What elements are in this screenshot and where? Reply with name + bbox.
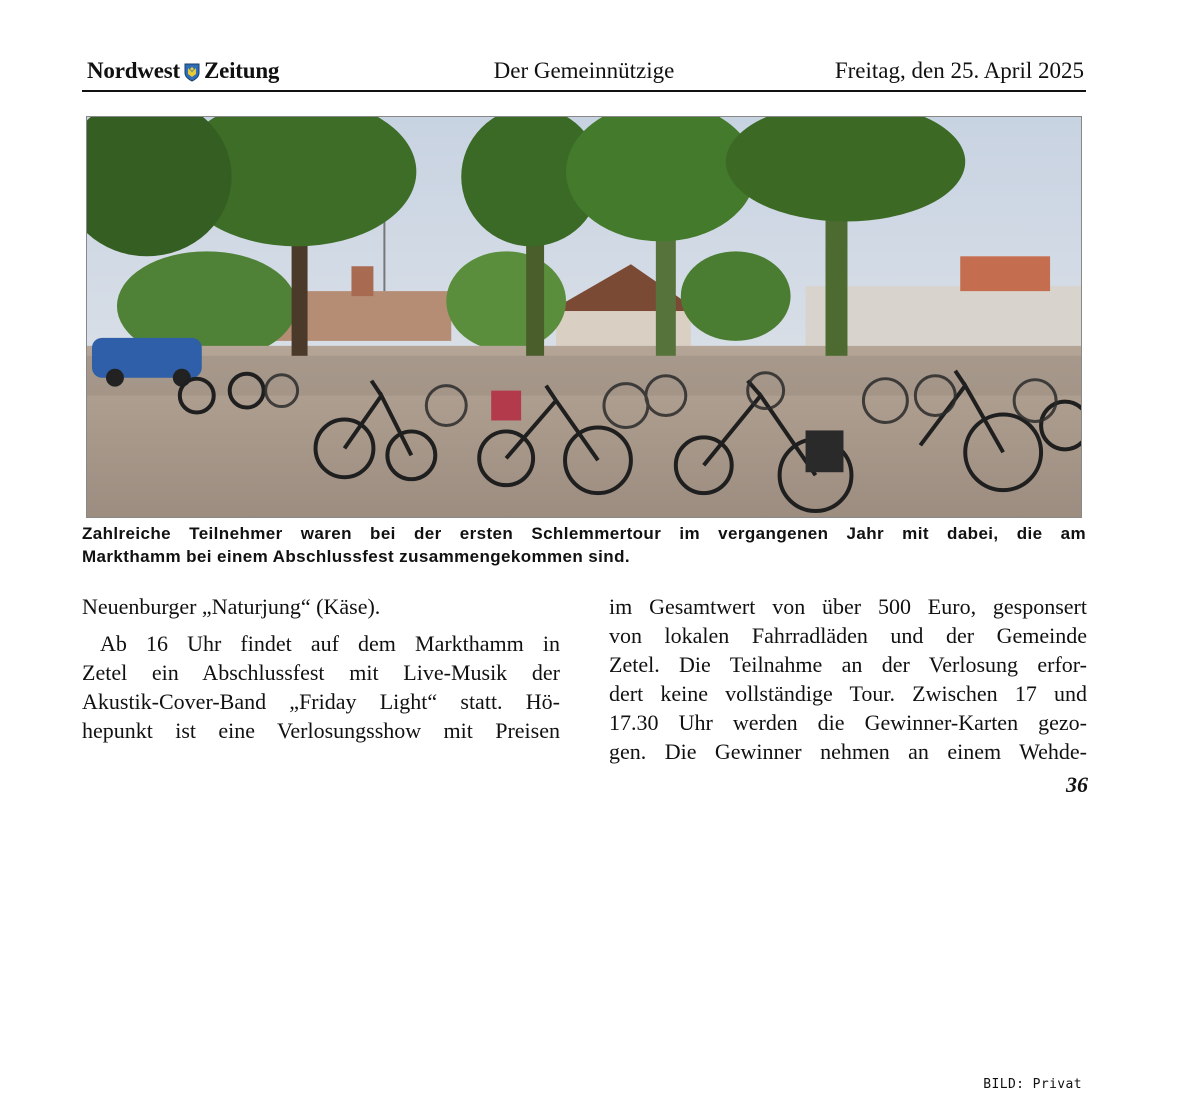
supplement-title: Der Gemeinnützige: [493, 58, 675, 83]
bicycles-at-market-square-image: [87, 117, 1081, 517]
header-rule: [82, 90, 1086, 92]
issue-date: Freitag, den 25. April 2025: [834, 58, 1084, 83]
news-photo: [86, 116, 1082, 518]
paragraph-line: hepunkt ist eine Verlosungsshow mit Preisen: [82, 718, 560, 743]
caption-line-2: Markthamm bei einem Abschlussfest zusammengekommen sind.: [82, 547, 630, 566]
paragraph-line: von lokalen Fahrradläden und der Gemeinde: [609, 623, 1087, 648]
paragraph-line: Zetel. Die Teilnahme an der Verlosung erfor-: [609, 652, 1087, 677]
paragraph-line: Akustik-Cover-Band „Friday Light“ statt. Hö-: [82, 689, 560, 714]
paragraph-line: gen. Die Gewinner nehmen an einem Wehde-: [609, 739, 1087, 764]
caption-line-1: Zahlreiche Teilnehmer waren bei der ersten Schlemmertour im vergangenen Jahr mit dabei, die am: [82, 524, 1086, 543]
article-column-right: [609, 592, 1087, 766]
paragraph-line: Ab 16 Uhr findet auf dem Markthamm in: [100, 631, 560, 656]
photo-credit: BILD: Privat: [983, 1077, 1082, 1092]
paragraph-line: Zetel ein Abschlussfest mit Live-Musik der: [82, 660, 560, 685]
brand-name-right: Zeitung: [203, 58, 280, 83]
page-number: 36: [1066, 772, 1088, 797]
paragraph-line: dert keine vollständige Tour. Zwischen 17 und: [609, 681, 1087, 706]
paragraph-line: Neuenburger „Naturjung“ (Käse).: [82, 594, 381, 619]
paragraph-line: 17.30 Uhr werden die Gewinner-Karten gezo-: [609, 710, 1087, 735]
masthead: [82, 56, 1086, 90]
article-column-left: [82, 592, 560, 745]
paragraph-line: im Gesamtwert von über 500 Euro, gesponsert: [609, 594, 1087, 619]
brand-name-left: Nordwest: [87, 58, 180, 83]
